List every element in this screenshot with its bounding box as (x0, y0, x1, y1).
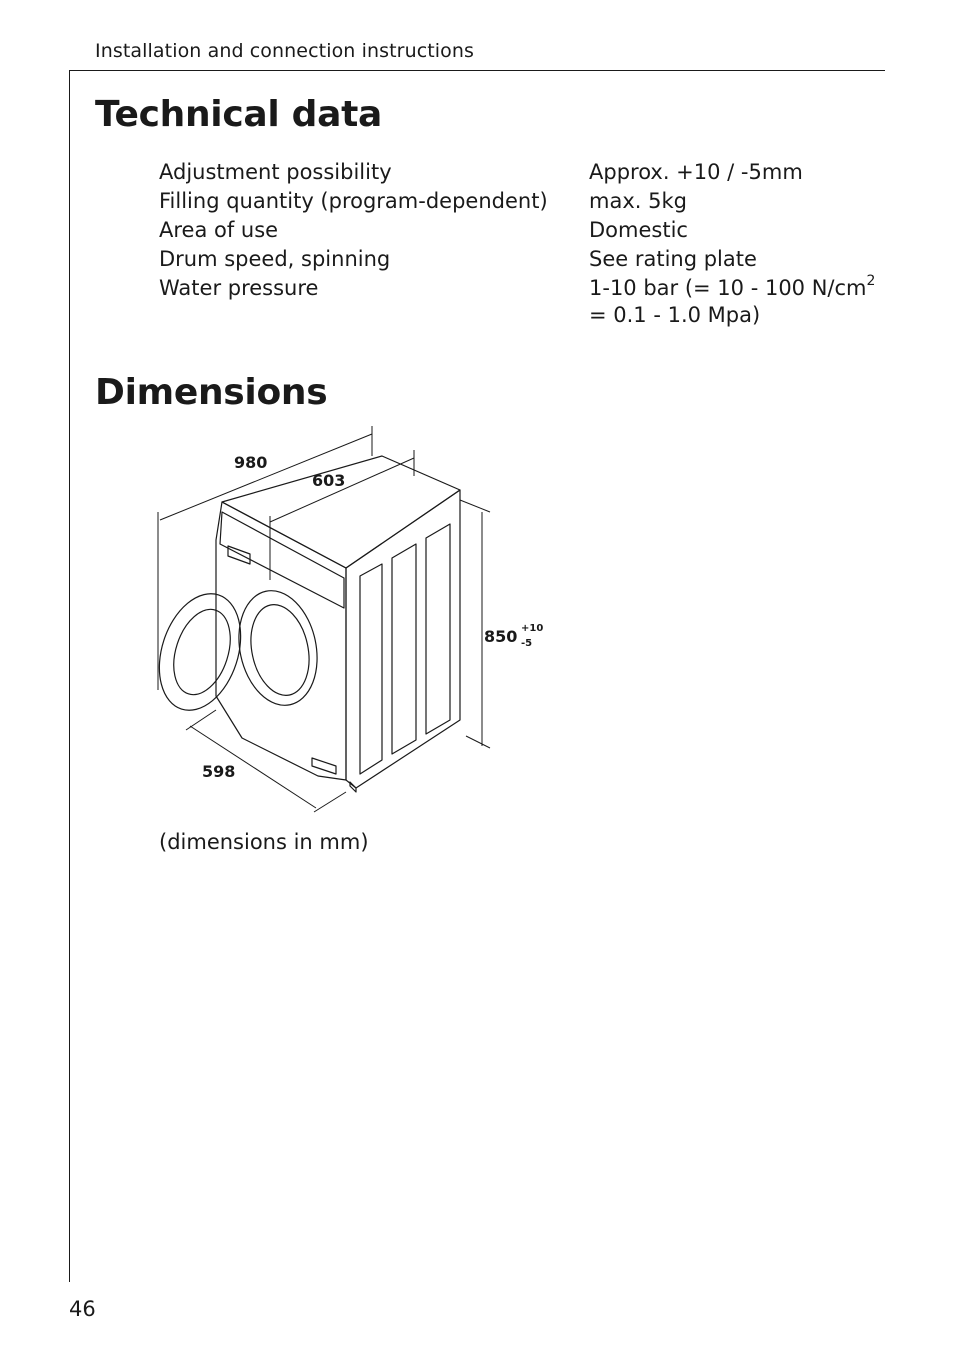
spec-row-drum-speed (159, 245, 879, 274)
header-rule (69, 70, 885, 71)
label-850: 850 (484, 627, 518, 646)
spec-label: Area of use (159, 218, 279, 242)
dimensions-caption: (dimensions in mm) (159, 830, 369, 854)
side-recess-3 (426, 524, 450, 734)
spec-row-filling-quantity (159, 187, 879, 216)
label-598: 598 (202, 762, 236, 781)
dimensions-title: Dimensions (95, 372, 328, 413)
spec-value-line2: = 0.1 - 1.0 Mpa) (589, 303, 761, 327)
extension-line-850-bottom (466, 736, 490, 748)
detergent-drawer (228, 546, 250, 564)
label-980: 980 (234, 453, 268, 472)
extension-line-598-left (186, 710, 216, 730)
technical-data-title: Technical data (95, 94, 382, 135)
washing-machine-dimensions-diagram (150, 420, 560, 820)
label-850-tolerance-minus: -5 (521, 638, 533, 649)
side-recess-2 (392, 544, 416, 754)
open-door (150, 583, 255, 721)
side-recess-1 (360, 564, 382, 774)
spec-value-water-pressure (589, 274, 879, 328)
margin-rule (69, 70, 70, 1282)
spec-label: Filling quantity (program-dependent) (159, 189, 548, 213)
technical-data-table (159, 158, 879, 328)
label-603: 603 (312, 471, 346, 490)
superscript-exponent: 2 (866, 273, 876, 289)
label-850-tolerance-plus: +10 (521, 623, 544, 634)
page-number: 46 (69, 1297, 96, 1321)
extension-line-598-right (314, 792, 346, 812)
spec-value: Domestic (589, 218, 688, 242)
machine-side-panel (346, 490, 460, 788)
extension-line-850-top (460, 500, 490, 512)
spec-row-adjustment (159, 158, 879, 187)
running-header: Installation and connection instructions (95, 40, 475, 62)
machine-foot (350, 782, 356, 792)
spec-label: Adjustment possibility (159, 160, 392, 184)
spec-label: Drum speed, spinning (159, 247, 391, 271)
spec-value-line1: 1-10 bar (= 10 - 100 N/cm (589, 276, 867, 300)
service-flap (312, 758, 336, 774)
spec-row-area-of-use (159, 216, 879, 245)
spec-value: max. 5kg (589, 189, 687, 213)
spec-row-water-pressure (159, 274, 879, 328)
spec-label: Water pressure (159, 276, 319, 300)
spec-value: Approx. +10 / -5mm (589, 160, 803, 184)
spec-value: See rating plate (589, 247, 757, 271)
